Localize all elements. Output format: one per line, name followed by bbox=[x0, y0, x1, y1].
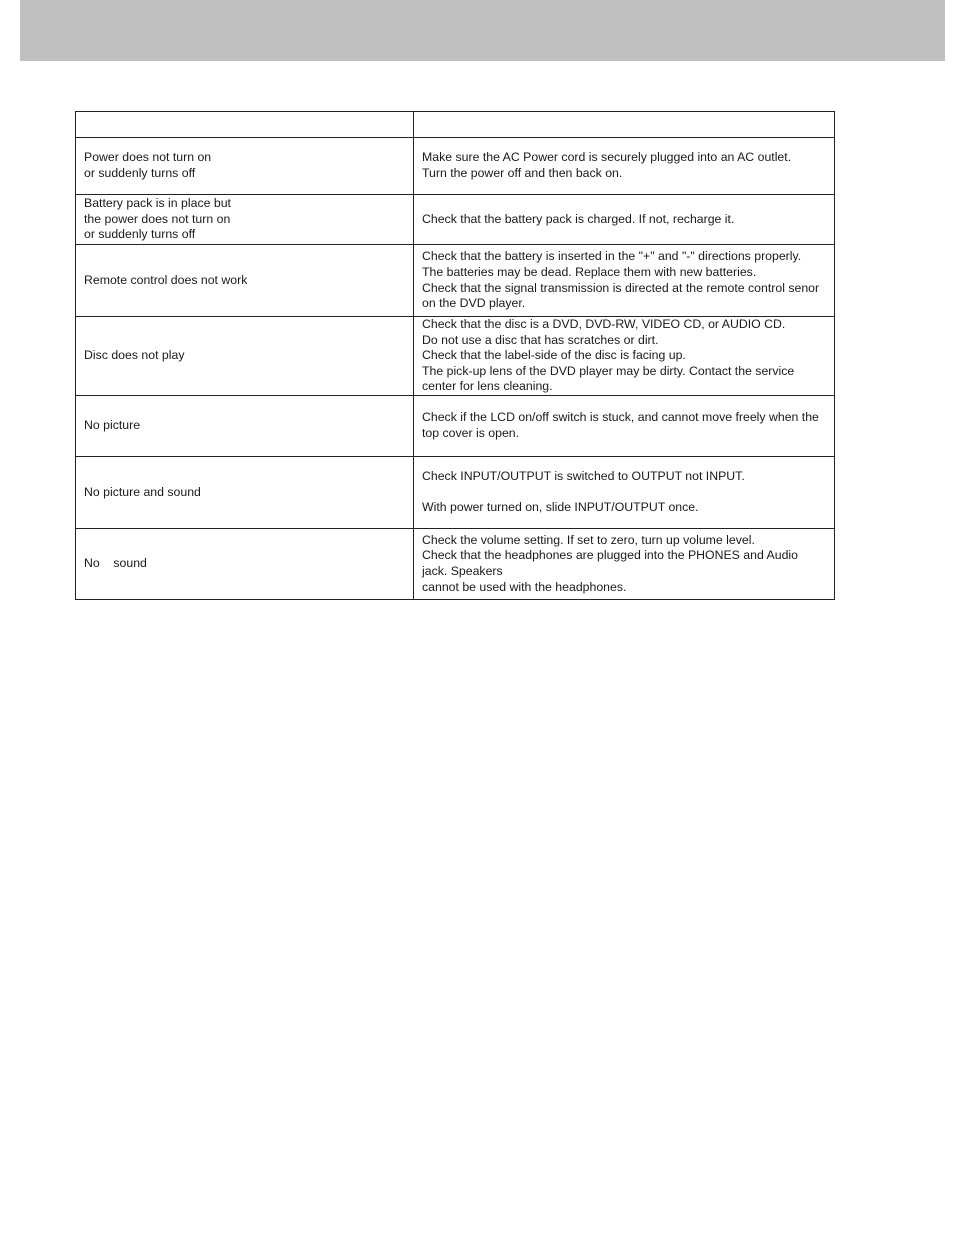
problem-cell bbox=[76, 457, 414, 529]
table-header-row bbox=[76, 112, 835, 138]
problem-text: the power does not turn on bbox=[84, 211, 231, 226]
solution-text: The pick-up lens of the DVD player may be dirty. Contact the service bbox=[422, 363, 795, 378]
problem-text: No picture and sound bbox=[84, 484, 201, 499]
solution-cell bbox=[414, 317, 835, 396]
problem-cell bbox=[76, 195, 414, 245]
solution-text: Check that the signal transmission is directed at the remote control senor bbox=[422, 280, 820, 295]
table-row bbox=[76, 195, 835, 245]
table-row bbox=[76, 138, 835, 195]
solution-text: Check that the headphones are plugged into the PHONES and Audio bbox=[422, 548, 799, 563]
problem-text: No sound bbox=[84, 556, 147, 571]
solution-text: center for lens cleaning. bbox=[422, 379, 553, 394]
solution-text: Do not use a disc that has scratches or dirt. bbox=[422, 332, 659, 347]
problem-text: or suddenly turns off bbox=[84, 166, 196, 180]
solution-text: Check if the LCD on/off switch is stuck, and cannot move freely when the bbox=[422, 410, 819, 425]
problem-text: or suddenly turns off bbox=[84, 227, 196, 242]
table-row bbox=[76, 529, 835, 600]
problem-text: Power does not turn on bbox=[84, 150, 212, 165]
solution-cell bbox=[414, 396, 835, 457]
column-header-problem bbox=[76, 112, 414, 138]
solution-text: cannot be used with the headphones. bbox=[422, 579, 627, 594]
solution-text: With power turned on, slide INPUT/OUTPUT once. bbox=[422, 500, 699, 515]
table-row bbox=[76, 317, 835, 396]
solution-text: on the DVD player. bbox=[422, 296, 526, 311]
solution-text: Make sure the AC Power cord is securely plugged into an AC outlet. bbox=[422, 150, 792, 165]
solution-cell bbox=[414, 457, 835, 529]
solution-cell bbox=[414, 245, 835, 317]
header-bar bbox=[20, 0, 945, 61]
solution-text bbox=[422, 485, 826, 501]
column-header-solution bbox=[414, 112, 835, 138]
table-row bbox=[76, 457, 835, 529]
solution-text: Check INPUT/OUTPUT is switched to OUTPUT not INPUT. bbox=[422, 469, 745, 484]
problem-cell bbox=[76, 396, 414, 457]
solution-cell bbox=[414, 138, 835, 195]
solution-cell bbox=[414, 195, 835, 245]
solution-text: The batteries may be dead. Replace them with new batteries. bbox=[422, 264, 757, 279]
troubleshooting-table bbox=[75, 111, 835, 600]
table-row bbox=[76, 245, 835, 317]
problem-text: Battery pack is in place but bbox=[84, 196, 231, 211]
solution-text: Check that the disc is a DVD, DVD-RW, VIDEO CD, or AUDIO CD. bbox=[422, 317, 786, 332]
problem-cell bbox=[76, 529, 414, 600]
problem-cell bbox=[76, 245, 414, 317]
problem-cell bbox=[76, 138, 414, 195]
solution-text: Check the volume setting. If set to zero, turn up volume level. bbox=[422, 532, 755, 547]
solution-cell bbox=[414, 529, 835, 600]
solution-text: Check that the battery is inserted in the "+" and "-" directions properly. bbox=[422, 249, 802, 264]
problem-text: Disc does not play bbox=[84, 348, 185, 363]
solution-text: top cover is open. bbox=[422, 426, 520, 440]
problem-text: No picture bbox=[84, 418, 141, 433]
solution-text: Check that the label-side of the disc is facing up. bbox=[422, 348, 686, 363]
table-row bbox=[76, 396, 835, 457]
problem-cell bbox=[76, 317, 414, 396]
problem-text: Remote control does not work bbox=[84, 272, 248, 287]
solution-text: jack. Speakers bbox=[422, 564, 503, 578]
solution-text: Check that the battery pack is charged. If not, recharge it. bbox=[422, 211, 735, 226]
solution-text: Turn the power off and then back on. bbox=[422, 166, 623, 180]
